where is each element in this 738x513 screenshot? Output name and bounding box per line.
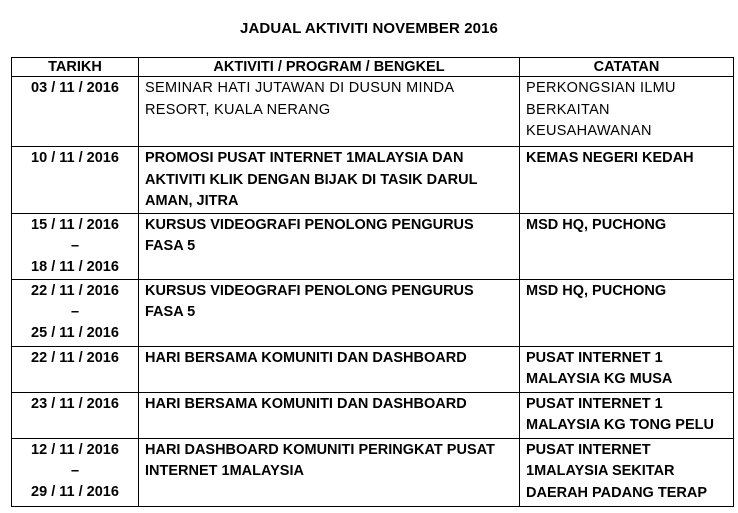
activity-cell: HARI DASHBOARD KOMUNITI PERINGKAT PUSAT INTERNET 1MALAYSIA: [139, 438, 520, 506]
date-cell: [12, 438, 139, 506]
date-end: 25 / 11 / 2016: [31, 325, 119, 341]
header-date: TARIKH: [12, 58, 139, 77]
header-activity: AKTIVITI / PROGRAM / BENGKEL: [139, 58, 520, 77]
date-cell: [12, 346, 139, 392]
date-separator: –: [70, 463, 80, 479]
notes-cell: KEMAS NEGERI KEDAH: [520, 147, 734, 214]
date-cell: [12, 147, 139, 214]
date-start: 15 / 11 / 2016: [31, 216, 119, 233]
table-row: [12, 213, 734, 279]
notes-cell: PUSAT INTERNET 1 MALAYSIA KG TONG PELU: [520, 392, 734, 438]
table-header-row: [12, 58, 734, 77]
notes-cell: PUSAT INTERNET 1MALAYSIA SEKITAR DAERAH PADANG TERAP: [520, 438, 734, 506]
date-end: 18 / 11 / 2016: [31, 259, 119, 275]
table-row: [12, 438, 734, 506]
table-row: [12, 346, 734, 392]
date-separator: –: [70, 304, 80, 320]
date-cell: [12, 279, 139, 346]
date-start: 23 / 11 / 2016: [31, 395, 119, 412]
page-title: JADUAL AKTIVITI NOVEMBER 2016: [240, 20, 498, 37]
activity-cell: HARI BERSAMA KOMUNITI DAN DASHBOARD: [139, 392, 520, 438]
date-end: 29 / 11 / 2016: [31, 484, 119, 500]
header-notes: CATATAN: [520, 58, 734, 77]
notes-cell: PERKONGSIAN ILMU BERKAITAN KEUSAHAWANAN: [520, 77, 734, 147]
date-separator: –: [70, 238, 80, 254]
notes-cell: MSD HQ, PUCHONG: [520, 279, 734, 346]
activity-cell: PROMOSI PUSAT INTERNET 1MALAYSIA DAN AKTIVITI KLIK DENGAN BIJAK DI TASIK DARUL AMAN, JITRA: [139, 147, 520, 214]
activity-cell: KURSUS VIDEOGRAFI PENOLONG PENGURUS FASA 5: [139, 213, 520, 279]
activity-cell: HARI BERSAMA KOMUNITI DAN DASHBOARD: [139, 346, 520, 392]
table-row: [12, 77, 734, 147]
schedule-table: [11, 57, 734, 507]
date-cell: [12, 77, 139, 147]
date-start: 22 / 11 / 2016: [31, 349, 119, 366]
notes-cell: MSD HQ, PUCHONG: [520, 213, 734, 279]
notes-cell: PUSAT INTERNET 1 MALAYSIA KG MUSA: [520, 346, 734, 392]
date-start: 22 / 11 / 2016: [31, 282, 119, 299]
date-start: 12 / 11 / 2016: [31, 441, 119, 458]
activity-cell: SEMINAR HATI JUTAWAN DI DUSUN MINDA RESORT, KUALA NERANG: [139, 77, 520, 147]
date-start: 03 / 11 / 2016: [31, 80, 119, 96]
activity-cell: KURSUS VIDEOGRAFI PENOLONG PENGURUS FASA 5: [139, 279, 520, 346]
date-cell: [12, 213, 139, 279]
table-row: [12, 279, 734, 346]
date-cell: [12, 392, 139, 438]
table-row: [12, 392, 734, 438]
date-start: 10 / 11 / 2016: [31, 150, 119, 166]
table-row: [12, 147, 734, 214]
